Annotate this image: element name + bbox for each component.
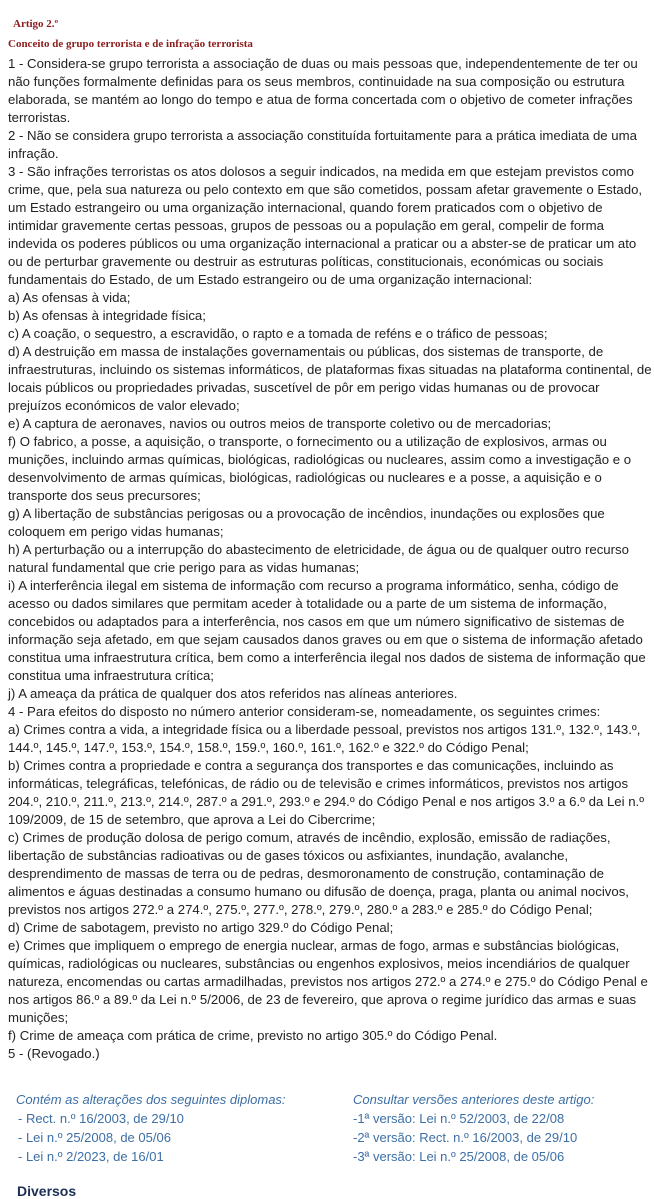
paragraph: 2 - Não se considera grupo terrorista a associação constituída fortuitamente para a prática imediata de uma infração.: [8, 128, 637, 161]
amendments-heading: Contém as alterações dos seguintes diplomas:: [16, 1092, 286, 1107]
paragraph: g) A libertação de substâncias perigosas ou a provocação de incêndios, inundações ou explosões que coloquem em perigo vidas humanas;: [8, 506, 605, 539]
paragraph: i) A interferência ilegal em sistema de informação com recurso a programa informático, senha, código de acesso ou dados similares que permitam aceder à totalidade ou a parte de um sistema de informação, concebidos ou adaptados para a interferência, nos casos em que um número significativo de sistemas de informação seja afetado, em que sejam causados danos graves ou em que o sistema de informação afetado constitua uma infraestrutura crítica, bem como a interferência ilegal nos dados de sistema de informação que constitua uma infraestrutura crítica;: [8, 578, 646, 683]
amendment-link[interactable]: - Lei n.º 25/2008, de 05/06: [18, 1130, 171, 1145]
paragraph: 1 - Considera-se grupo terrorista a associação de duas ou mais pessoas que, independentemente de ter ou não funções formalmente definidas para os seus membros, continuidade na sua composição ou estrutura elaborada, se mantém ao longo do tempo e atua de forma concertada com o objetivo de cometer infrações terroristas.: [8, 56, 638, 125]
amendment-link[interactable]: - Rect. n.º 16/2003, de 29/10: [18, 1111, 184, 1126]
section-heading-diversos[interactable]: Diversos: [17, 1183, 77, 1199]
previous-version-link[interactable]: -3ª versão: Lei n.º 25/2008, de 05/06: [353, 1149, 565, 1164]
paragraph: e) A captura de aeronaves, navios ou outros meios de transporte coletivo ou de mercadorias;: [8, 416, 552, 431]
article-title: Conceito de grupo terrorista e de infração terrorista: [8, 38, 253, 50]
paragraph: c) A coação, o sequestro, a escravidão, o rapto e a tomada de reféns e o tráfico de pessoas;: [8, 326, 548, 341]
paragraph: a) As ofensas à vida;: [8, 290, 131, 305]
amendment-link[interactable]: - Lei n.º 2/2023, de 16/01: [18, 1149, 164, 1164]
previous-versions-column: [353, 1090, 653, 1166]
paragraph: 3 - São infrações terroristas os atos dolosos a seguir indicados, na medida em que estejam previstos como crime, que, pela sua natureza ou pelo contexto em que são cometidos, possam afetar gravemente o Estado, um Estado estrangeiro ou uma organização internacional, quando forem praticados com o objetivo de intimidar gravemente certas pessoas, grupos de pessoas ou a população em geral, compelir de forma indevida os poderes públicos ou uma organização internacional a praticar ou a abster-se de praticar um ato ou de perturbar gravemente ou destruir as estruturas políticas, constitucionais, económicas ou sociais fundamentais do Estado, de um Estado estrangeiro ou de uma organização internacional:: [8, 164, 643, 287]
paragraph: d) Crime de sabotagem, previsto no artigo 329.º do Código Penal;: [8, 920, 394, 935]
previous-version-link[interactable]: -2ª versão: Rect. n.º 16/2003, de 29/10: [353, 1130, 578, 1145]
paragraph: a) Crimes contra a vida, a integridade física ou a liberdade pessoal, previstos nos artigos 131.º, 132.º, 143.º, 144.º, 145.º, 147.º, 153.º, 154.º, 158.º, 159.º, 160.º, 161.º, 162.º e 322.º do Código Penal;: [8, 722, 641, 755]
previous-version-link[interactable]: -1ª versão: Lei n.º 52/2003, de 22/08: [353, 1111, 565, 1126]
paragraph: e) Crimes que impliquem o emprego de energia nuclear, armas de fogo, armas e substâncias biológicas, químicas, radiológicas ou nucleares, substâncias ou engenhos explosivos, meios incendiários de qualquer natureza, encomendas ou cartas armadilhadas, previstos nos artigos 272.º a 274.º e 275.º do Código Penal e nos artigos 86.º a 89.º da Lei n.º 5/2006, de 23 de fevereiro, que aprova o regime jurídico das armas e suas munições;: [8, 938, 648, 1025]
paragraph: 5 - (Revogado.): [8, 1046, 100, 1061]
paragraph: d) A destruição em massa de instalações governamentais ou públicas, dos sistemas de transporte, de infraestruturas, incluindo os sistemas informáticos, de plataformas fixas situadas na plataforma continental, de locais públicos ou propriedades privadas, suscetível de pôr em perigo vidas humanas ou de provocar prejuízos económicos de valor elevado;: [8, 344, 652, 413]
paragraph: b) Crimes contra a propriedade e contra a segurança dos transportes e das comunicações, incluindo as informáticas, telegráficas, telefónicas, de rádio ou de televisão e crimes informáticos, previstos nos artigos 204.º, 210.º, 211.º, 213.º, 214.º, 287.º a 291.º, 293.º e 294.º do Código Penal e nos artigos 3.º a 6.º da Lei n.º 109/2009, de 15 de setembro, que aprova a Lei do Cibercrime;: [8, 758, 645, 827]
previous-versions-heading: Consultar versões anteriores deste artigo:: [353, 1092, 595, 1107]
paragraph: b) As ofensas à integridade física;: [8, 308, 206, 323]
paragraph: f) Crime de ameaça com prática de crime, previsto no artigo 305.º do Código Penal.: [8, 1028, 498, 1043]
paragraph: 4 - Para efeitos do disposto no número anterior consideram-se, nomeadamente, os seguintes crimes:: [8, 704, 601, 719]
paragraph: h) A perturbação ou a interrupção do abastecimento de eletricidade, de água ou de qualquer outro recurso natural fundamental que crie perigo para as vidas humanas;: [8, 542, 629, 575]
paragraph: c) Crimes de produção dolosa de perigo comum, através de incêndio, explosão, emissão de radiações, libertação de substâncias radioativas ou de gases tóxicos ou asfixiantes, inundação, avalanche, desprendimento de massas de terra ou de pedras, desmoronamento de construção, contaminação de alimentos e águas destinadas a consumo humano ou difusão de doença, praga, planta ou animal nocivos, previstos nos artigos 272.º a 274.º, 275.º, 277.º, 278.º, 279.º, 280.º a 283.º e 285.º do Código Penal;: [8, 830, 629, 917]
article-heading: [8, 8, 646, 52]
amendments-column: [16, 1090, 336, 1166]
paragraph: f) O fabrico, a posse, a aquisição, o transporte, o fornecimento ou a utilização de explosivos, armas ou munições, incluindo armas químicas, biológicas, radiológicas ou nucleares, assim como a investigação e o desenvolvimento de armas químicas, biológicas, radiológicas ou nucleares e a posse, a aquisição e o transporte dos seus precursores;: [8, 434, 632, 503]
article-number: Artigo 2.º: [13, 18, 59, 30]
article-body: [8, 55, 652, 1063]
paragraph: j) A ameaça da prática de qualquer dos atos referidos nas alíneas anteriores.: [8, 686, 458, 701]
